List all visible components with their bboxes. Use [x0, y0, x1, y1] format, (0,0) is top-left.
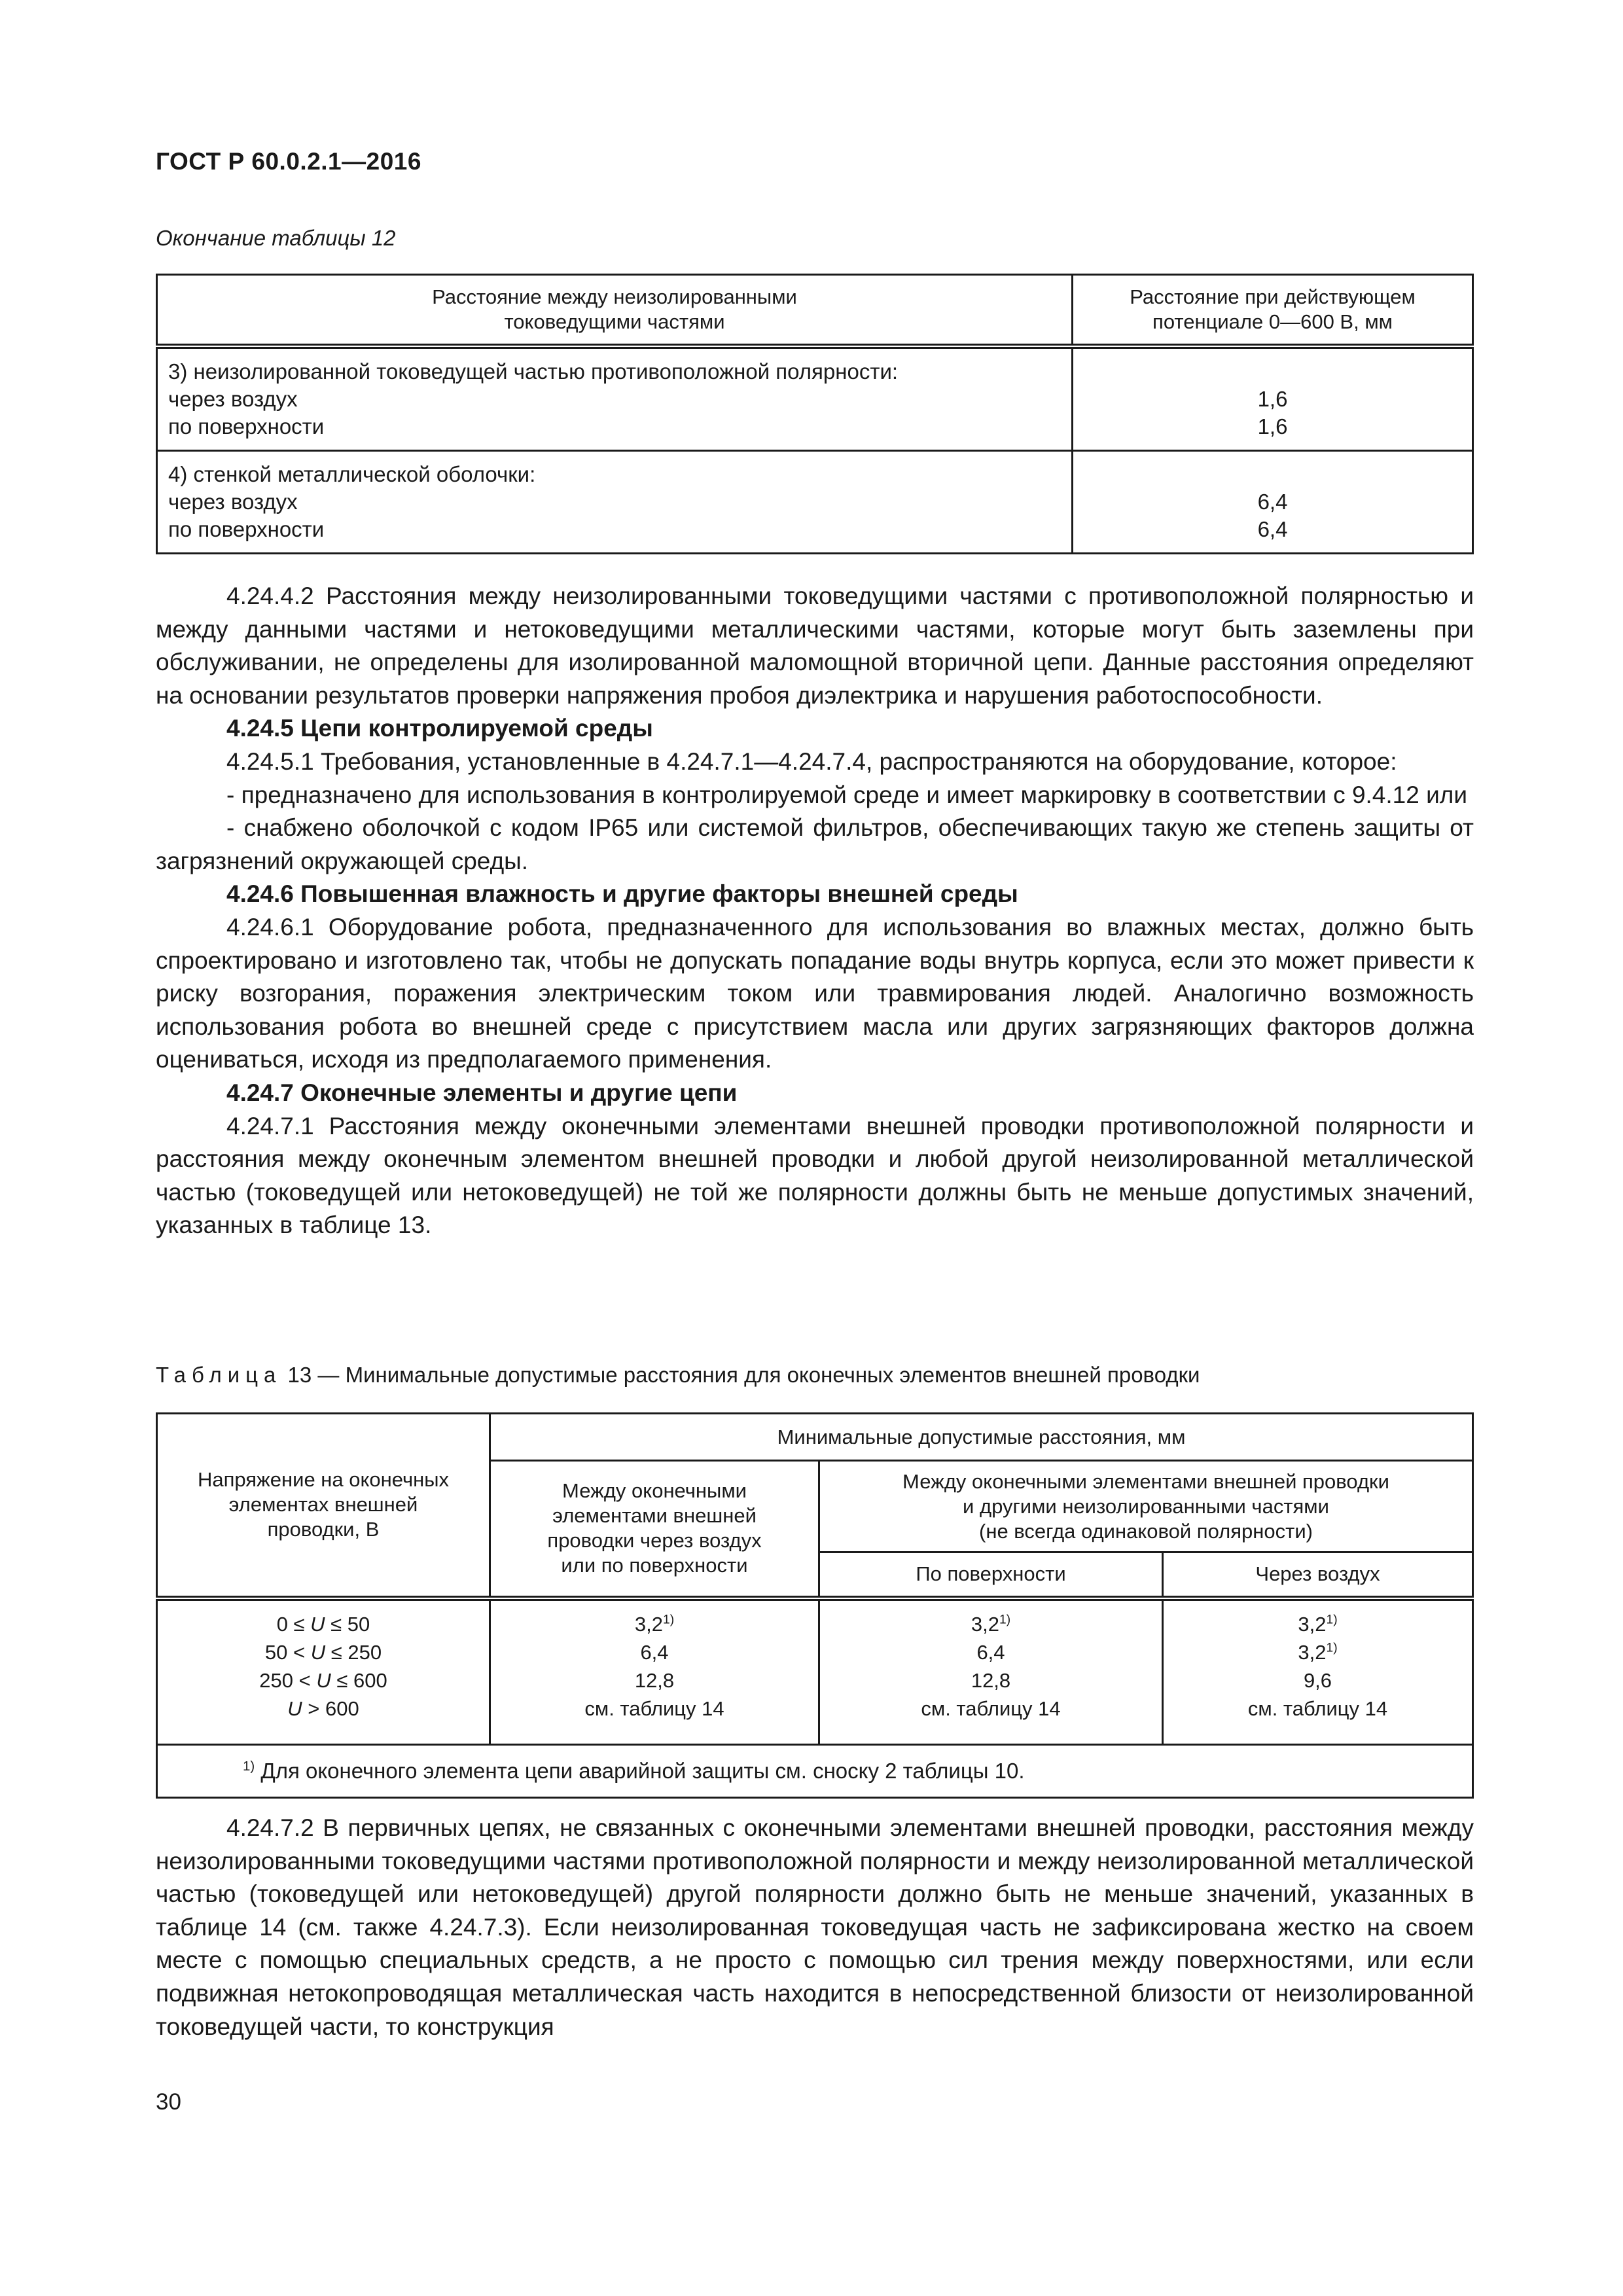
- text-block-1: [156, 580, 1474, 1242]
- table-row: [157, 346, 1473, 451]
- table13-voltage-header: Напряжение на оконечных элементах внешней проводки, В: [157, 1414, 490, 1598]
- section-heading: 4.24.7 Оконечные элементы и другие цепи: [226, 1079, 738, 1106]
- table-13: [156, 1412, 1474, 1799]
- document-code: ГОСТ Р 60.0.2.1—2016: [156, 148, 421, 175]
- table13-subgroup-header: Между оконечными элементами внешней проводки и другими неизолированными частями (не всегда одинаковой полярности): [819, 1461, 1473, 1552]
- paragraph: 4.24.7.1 Расстояния между оконечными элементами внешней проводки противоположной полярности и расстояния между оконечным элементом внешней проводки и любой другой неизолированной металлической частью (токоведущей или нетоковедущей) не той же полярности должны быть не меньше допустимых значений, указанных в таблице 13.: [156, 1112, 1474, 1239]
- table12-caption: Окончание таблицы 12: [156, 226, 396, 250]
- table12-row-label: 4) стенкой металлической оболочки: через воздух по поверхности: [157, 451, 1073, 554]
- table-row: [157, 451, 1473, 554]
- text-block-2: [156, 1812, 1474, 2043]
- table13-col4-cell: 3,2$^{1)}$ 3,2$^{1)}$ 9,6 см. таблицу 14: [1163, 1598, 1473, 1745]
- table12-col2-header: Расстояние при действующем потенциале 0—600 В, мм: [1073, 275, 1473, 347]
- table-12: [156, 274, 1474, 554]
- paragraph: 4.24.5.1 Требования, установленные в 4.24.7.1—4.24.7.4, распространяются на оборудование, которое:: [226, 747, 1397, 775]
- table12-row-label: 3) неизолированной токоведущей частью противоположной полярности: через воздух по поверхности: [157, 346, 1073, 451]
- list-item: - предназначено для использования в контролируемой среде и имеет маркировку в соответствии с 9.4.12 или: [226, 781, 1468, 808]
- table13-footnote-row: [157, 1744, 1473, 1797]
- table13-voltage-cell: 0 ≤ U ≤ 50 50 < U ≤ 250 250 < U ≤ 600 U > 600: [157, 1598, 490, 1745]
- page-number: 30: [156, 2089, 181, 2115]
- table12-row-values: 1,6 1,6: [1073, 346, 1473, 451]
- table13-header-row: [157, 1414, 1473, 1461]
- table12-col1-header: Расстояние между неизолированными токоведущими частями: [157, 275, 1073, 347]
- table13-col3-header: По поверхности: [819, 1552, 1163, 1598]
- table13-footnote: $^{1)}$ Для оконечного элемента цепи аварийной защиты см. сноску 2 таблицы 10.: [157, 1744, 1473, 1797]
- table12-row-values: 6,4 6,4: [1073, 451, 1473, 554]
- table13-col2-header: Между оконечными элементами внешней проводки через воздух или по поверхности: [490, 1461, 819, 1598]
- table13-col4-header: Через воздух: [1163, 1552, 1473, 1598]
- paragraph: 4.24.6.1 Оборудование робота, предназначенного для использования во влажных местах, должно быть спроектировано и изготовлено так, чтобы не допускать попадание воды внутрь корпуса, если это может привести к риску возгорания, поражения электрическим током или травмирования людей. Аналогично возможность использования робота во внешней среде с присутствием масла или других загрязняющих факторов должна оцениваться, исходя из предполагаемого применения.: [156, 913, 1474, 1073]
- paragraph: 4.24.7.2 В первичных цепях, не связанных с оконечными элементами внешней проводки, расстояния между неизолированными токоведущими частями противоположной полярности и между неизолированной металлической частью (токоведущей или нетоковедущей) другой полярности должно быть не меньше значений, указанных в таблице 14 (см. также 4.24.7.3). Если неизолированная токоведущая часть не зафиксирована жестко на своем месте с помощью специальных средств, а не просто с помощью сил трения между поверхностями, или если подвижная нетокопроводящая металлическая часть находится в непосредственной близости от неизолированной токоведущей части, то конструкция: [156, 1814, 1474, 2040]
- table12-header-row: [157, 275, 1473, 347]
- section-heading: 4.24.5 Цепи контролируемой среды: [226, 715, 653, 742]
- table13-col2-cell: 3,2$^{1)}$ 6,4 12,8 см. таблицу 14: [490, 1598, 819, 1745]
- table13-group-header: Минимальные допустимые расстояния, мм: [490, 1414, 1473, 1461]
- table-row: [157, 1598, 1473, 1745]
- table13-caption: Таблица 13 — Минимальные допустимые расстояния для оконечных элементов внешней проводки: [156, 1363, 1200, 1387]
- paragraph: 4.24.4.2 Расстояния между неизолированными токоведущими частями с противоположной полярностью и между данными частями и нетоковедущими металлическими частями, которые могут быть заземлены при обслуживании, не определены для изолированной маломощной вторичной цепи. Данные расстояния определяют на основании результатов проверки напряжения пробоя диэлектрика и нарушения работоспособности.: [156, 583, 1474, 709]
- list-item: - снабжено оболочкой с кодом IP65 или системой фильтров, обеспечивающих такую же степень защиты от загрязнений окружающей среды.: [156, 814, 1474, 874]
- table13-col3-cell: 3,2$^{1)}$ 6,4 12,8 см. таблицу 14: [819, 1598, 1163, 1745]
- section-heading: 4.24.6 Повышенная влажность и другие факторы внешней среды: [226, 880, 1018, 908]
